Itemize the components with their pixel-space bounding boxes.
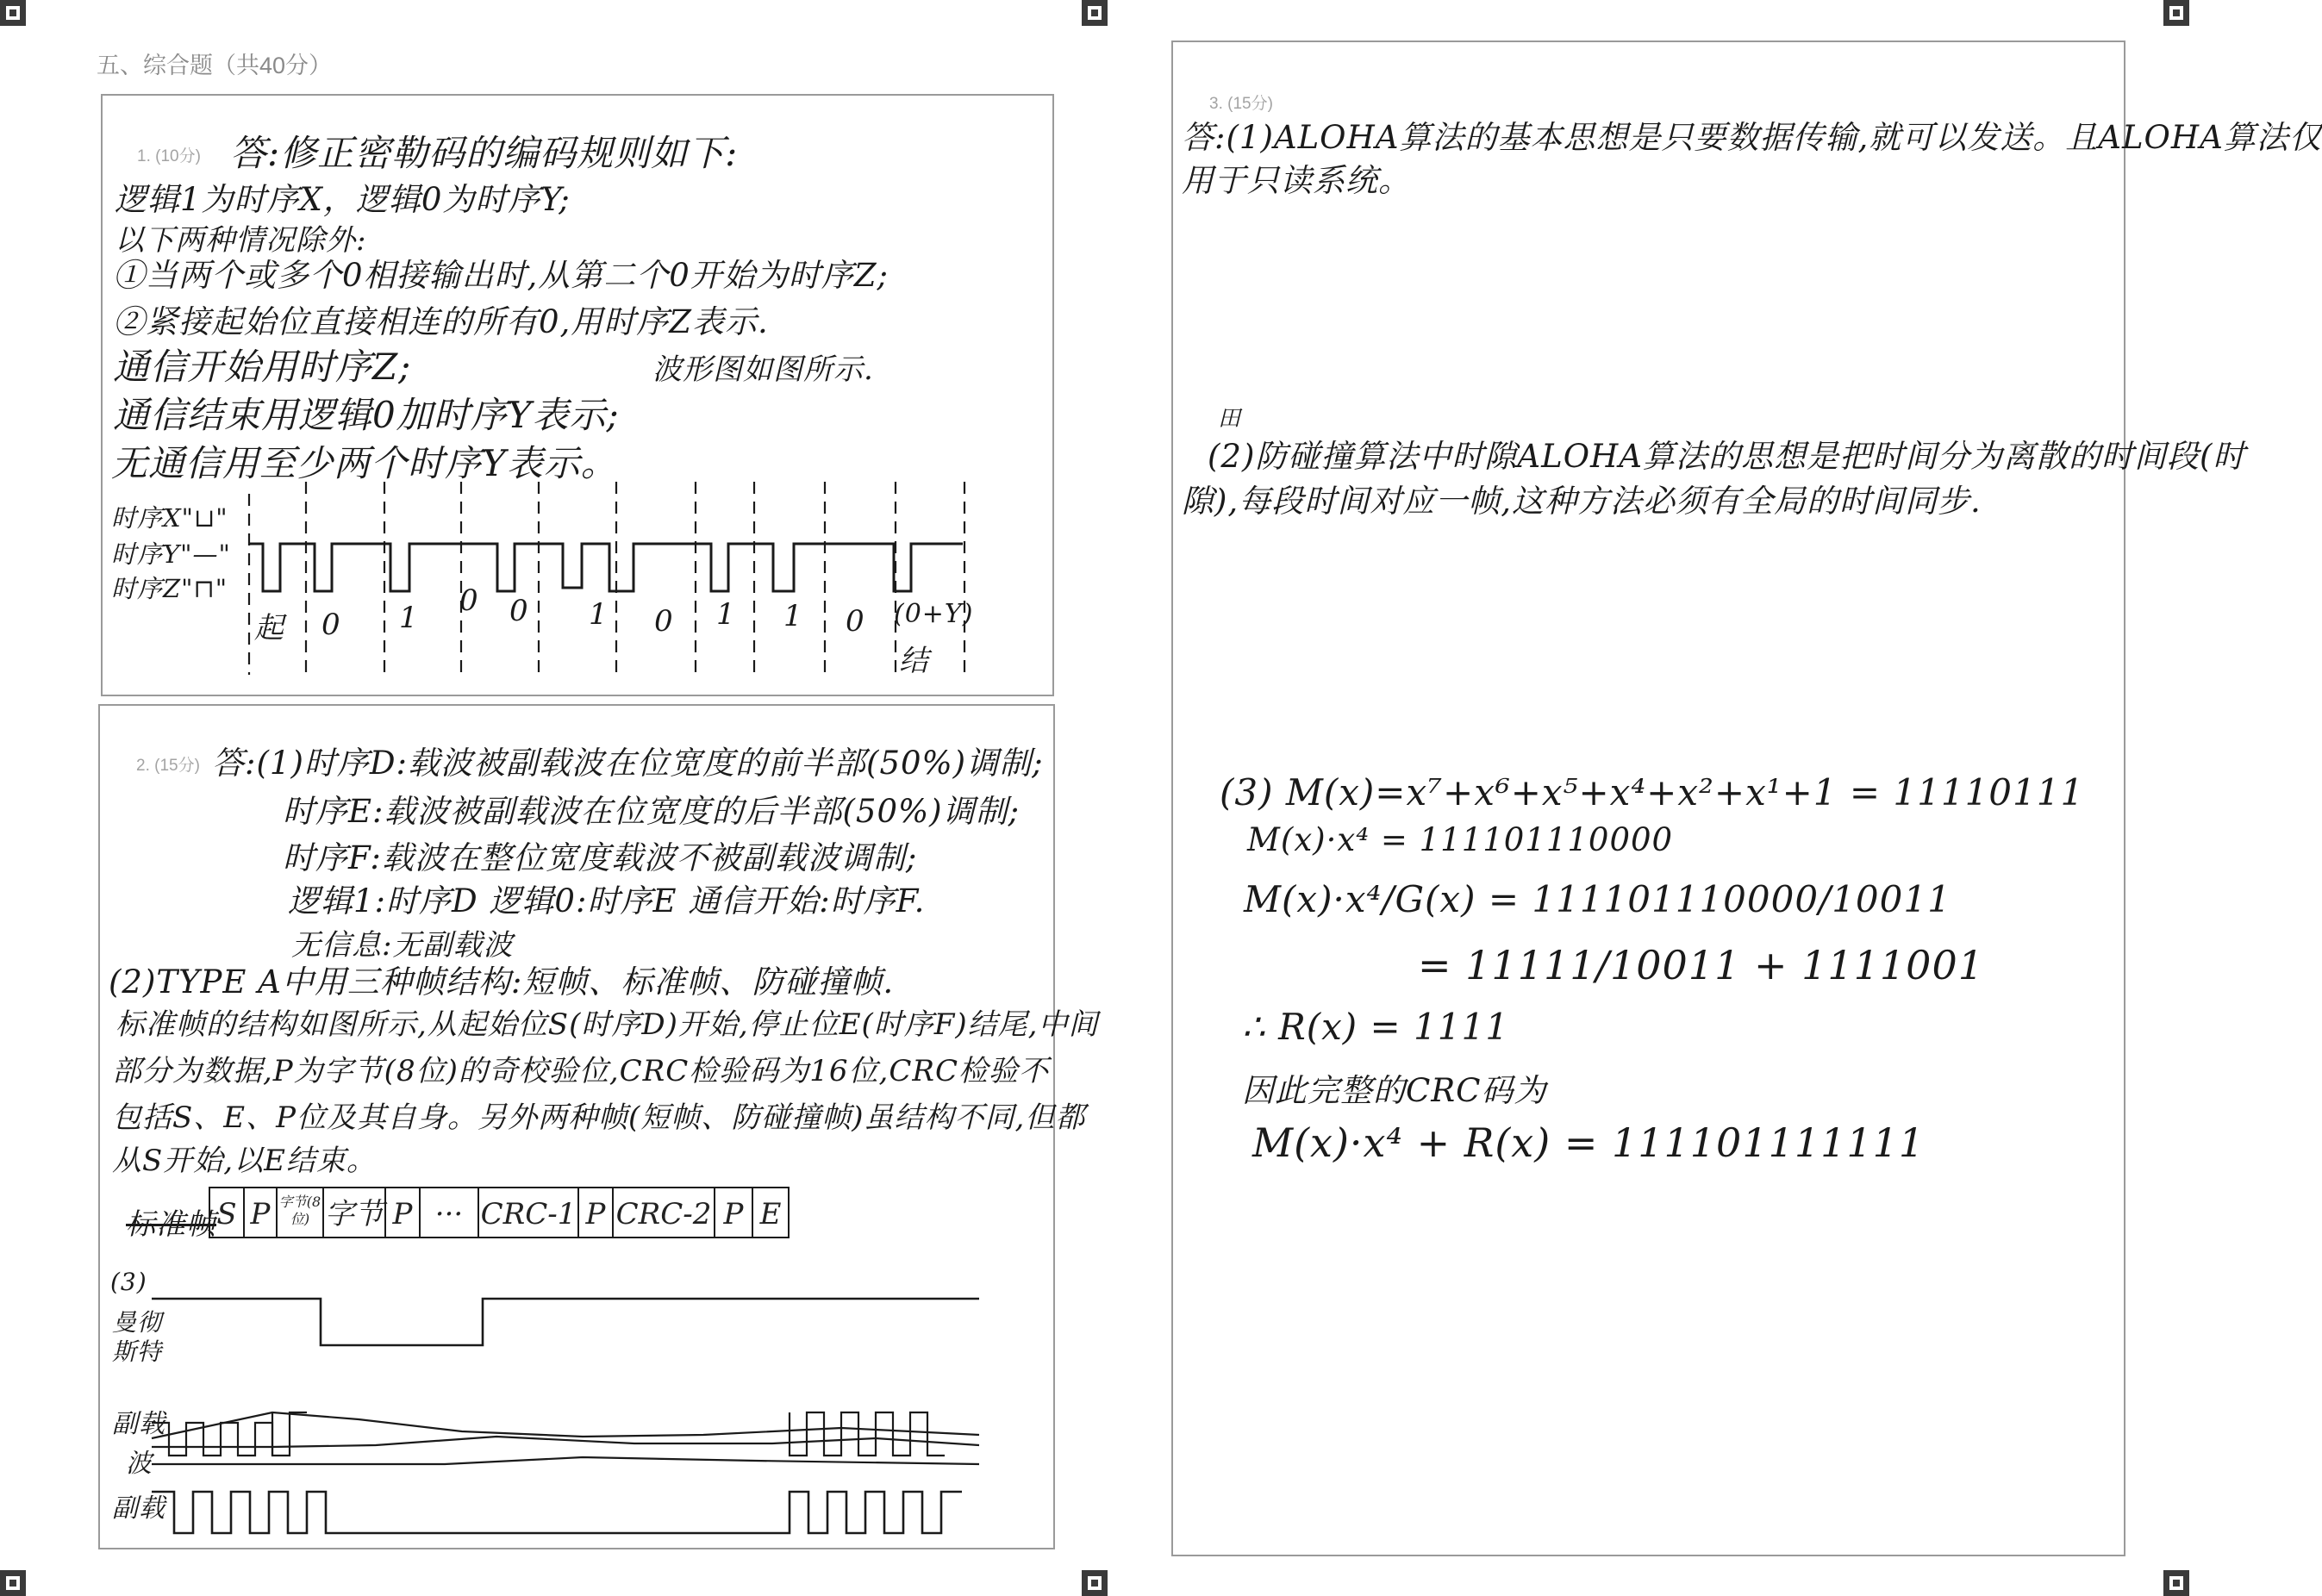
part3-label: (3): [110, 1268, 147, 1296]
q2-line-5: 无信息:无副载波: [291, 928, 514, 963]
modulation-waveforms: [100, 706, 1053, 1548]
bit-label-8: 1: [783, 599, 803, 633]
q2-line-9: 包括S、E、P位及其自身。另外两种帧(短帧、防碰撞帧)虽结构不同,但都: [112, 1100, 1086, 1135]
crc-line-1: (3) M(x)=x⁷+x⁶+x⁵+x⁴+x²+x¹+1 = 11110111: [1220, 771, 2085, 814]
question-3-box: [1171, 41, 2322, 1556]
q3-line-4: 隙),每段时间对应一帧,这种方法必须有全局的时间同步.: [1182, 483, 1982, 520]
subcarrier-signal: [152, 1412, 979, 1464]
frame-cell-p4: P: [714, 1187, 753, 1238]
frame-cell-p1: P: [243, 1187, 278, 1238]
manchester-label-1: 曼彻: [112, 1308, 163, 1337]
modulated-signal: [152, 1492, 962, 1533]
q2-line-1: 答:(1)时序D:载波被副载波在位宽度的前半部(50%)调制;: [212, 745, 1044, 782]
frame-cell-byte8: 字节(8位): [276, 1187, 324, 1238]
wave-label-z: 时序Z"⊓": [111, 574, 228, 603]
section-title: 五、综合题（共40分）: [97, 53, 333, 78]
corner-mark-bottom-center: [1082, 1570, 1108, 1596]
manchester-signal: [152, 1299, 979, 1345]
question-2-number: 2. (15分): [136, 757, 200, 775]
corner-mark-top-left: [0, 0, 26, 26]
q3-line-1: 答:(1)ALOHA算法的基本思想是只要数据传输,就可以发送。且ALOHA算法仅: [1182, 119, 2322, 156]
frame-cell-crc2: CRC-2: [612, 1187, 715, 1238]
corner-mark-bottom-left: [0, 1570, 26, 1596]
wave-label-x: 时序X"⊔": [111, 503, 228, 533]
q1-line-6: 通信开始用时序Z;: [113, 346, 412, 388]
bit-label-2: 1: [399, 601, 419, 635]
crc-line-2: M(x)·x⁴ = 111101110000: [1247, 821, 1674, 858]
q3-mark: 田: [1218, 406, 1242, 432]
question-1-number: 1. (10分): [137, 147, 201, 165]
question-3-number: 3. (15分): [1209, 95, 1273, 113]
q2-line-7: 标准帧的结构如图所示,从起始位S(时序D)开始,停止位E(时序F)结尾,中间: [115, 1007, 1099, 1042]
corner-mark-top-right: [2163, 0, 2189, 26]
bit-label-4: 0: [509, 594, 529, 628]
crc-line-5: ∴ R(x) = 1111: [1242, 1006, 1509, 1048]
question-2-box: [98, 704, 1099, 1549]
subcarrier-label-1: 副载: [112, 1409, 165, 1439]
bit-label-end: (0+Y): [894, 599, 974, 629]
q2-line-3: 时序F:载波在整位宽度载波不被副载波调制;: [283, 839, 918, 876]
question-1-box: [101, 94, 1054, 696]
frame-cell-crc1: CRC-1: [478, 1187, 579, 1238]
q1-line-7: 通信结束用逻辑0加时序Y表示;: [113, 394, 620, 436]
end-label: 结: [899, 644, 929, 678]
q3-line-3: (2)防碰撞算法中时隙ALOHA算法的思想是把时间分为离散的时间段(时: [1208, 438, 2246, 475]
q1-side-note: 波形图如图所示.: [652, 352, 874, 387]
crc-line-7: M(x)·x⁴ + R(x) = 111101111111: [1252, 1119, 1926, 1166]
frame-cell-e: E: [752, 1187, 790, 1238]
corner-mark-top-center: [1082, 0, 1108, 26]
frame-cell-byte: 字节: [322, 1187, 386, 1238]
frame-cell-p3: P: [577, 1187, 614, 1238]
q3-line-2: 用于只读系统。: [1182, 162, 1411, 199]
modulated-label: 副载: [112, 1493, 165, 1524]
q2-line-2: 时序E:载波被副载波在位宽度的后半部(50%)调制;: [283, 793, 1021, 830]
bit-label-1: 0: [321, 608, 341, 642]
frame-label: 标准帧: [126, 1207, 216, 1242]
q1-line-2: 逻辑1为时序X，逻辑0为时序Y;: [115, 181, 571, 218]
bit-label-5: 1: [589, 597, 609, 632]
crc-line-4: = 11111/10011 + 1111001: [1418, 942, 1984, 988]
q2-line-10: 从S开始,以E结束。: [112, 1144, 377, 1178]
corner-mark-bottom-right: [2163, 1570, 2189, 1596]
q1-line-5: ②紧接起始位直接相连的所有0,用时序Z表示.: [113, 303, 769, 340]
bit-label-7: 1: [716, 597, 736, 632]
q1-line-3: 以下两种情况除外:: [115, 223, 367, 258]
manchester-label-2: 斯特: [112, 1337, 163, 1366]
bit-label-start: 起: [254, 611, 284, 645]
frame-cell-ellipsis: ···: [419, 1187, 479, 1238]
frame-cell-p2: P: [384, 1187, 421, 1238]
q1-line-1: 答:修正密勒码的编码规则如下:: [230, 132, 739, 174]
q2-line-6: (2)TYPE A中用三种帧结构:短帧、标准帧、防碰撞帧.: [109, 963, 895, 1001]
q1-line-8: 无通信用至少两个时序Y表示。: [111, 442, 618, 484]
crc-line-3: M(x)·x⁴/G(x) = 111101110000/10011: [1244, 878, 1951, 920]
bit-dividers: [249, 482, 964, 675]
q1-line-4: ①当两个或多个0相接输出时,从第二个0开始为时序Z;: [113, 257, 889, 294]
crc-line-6: 因此完整的CRC码为: [1242, 1072, 1547, 1109]
q2-line-8: 部分为数据,P为字节(8位)的奇校验位,CRC检验码为16位,CRC检验不: [112, 1054, 1049, 1088]
frame-cell-s: S: [209, 1187, 245, 1238]
q2-line-4: 逻辑1:时序D 逻辑0:时序E 通信开始:时序F.: [288, 882, 926, 920]
bit-label-6: 0: [654, 604, 674, 639]
wave-label-y: 时序Y"—": [111, 539, 231, 569]
subcarrier-label-2: 波: [126, 1449, 153, 1479]
bit-label-9: 0: [846, 604, 865, 639]
bit-label-3: 0: [459, 583, 479, 618]
miller-signal: [249, 544, 963, 591]
